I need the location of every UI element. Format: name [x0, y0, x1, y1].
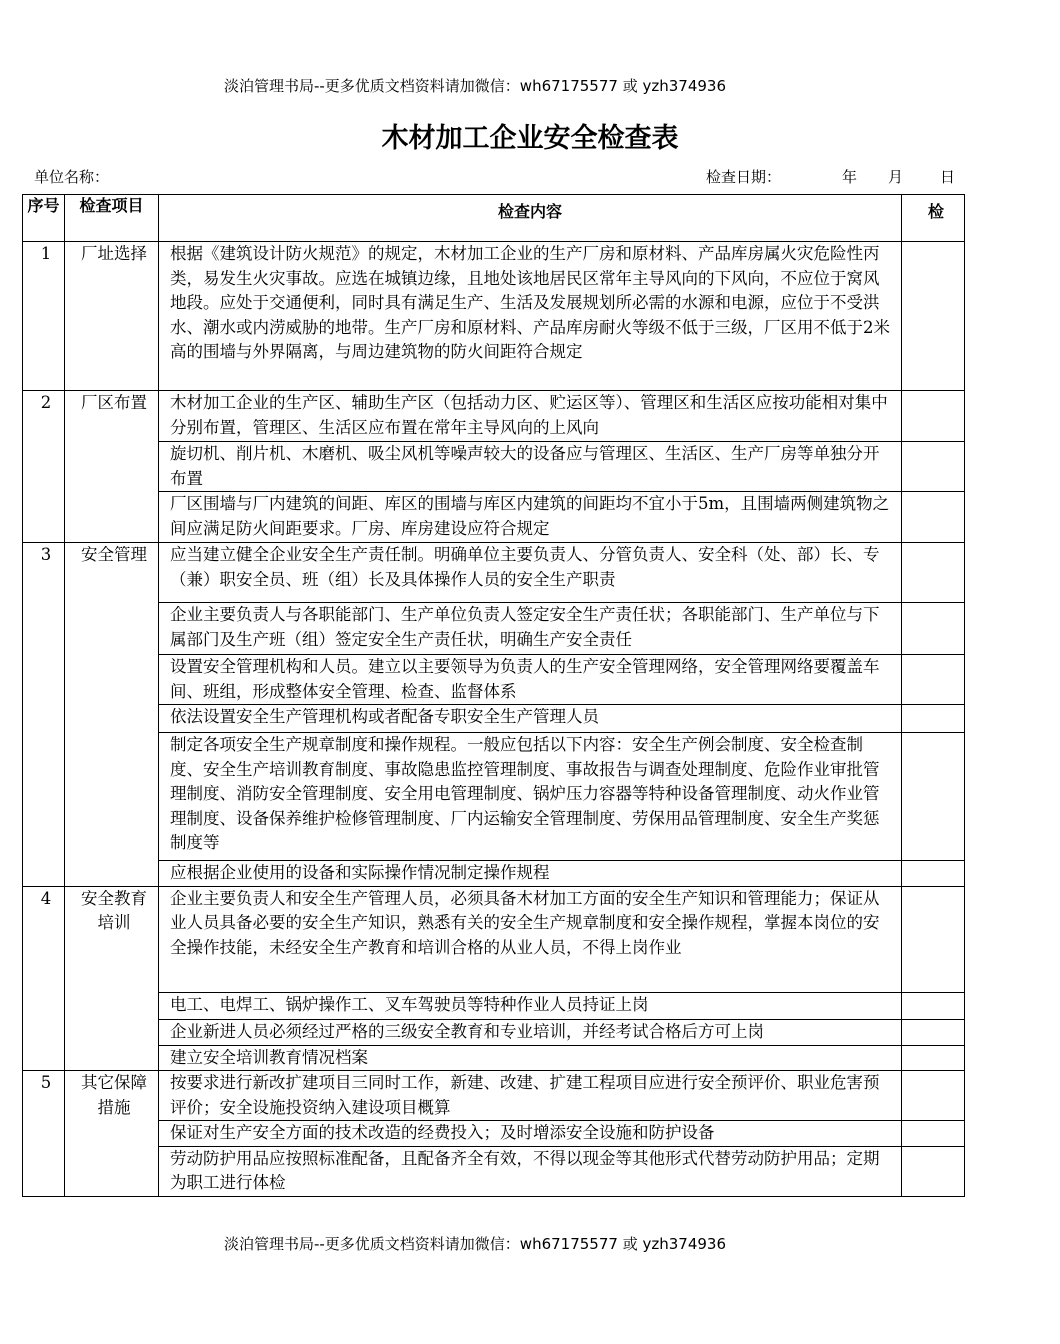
col-seq-header: 序号	[23, 195, 65, 242]
check-content: 按要求进行新改扩建项目三同时工作，新建、改建、扩建工程项目应进行安全预评价、职业危害预评价；安全设施投资纳入建设项目概算	[159, 1071, 902, 1121]
table-row	[23, 1019, 965, 1045]
section-item: 其它保障措施	[65, 1071, 159, 1197]
check-content: 应根据企业使用的设备和实际操作情况制定操作规程	[159, 861, 902, 887]
col-content-header: 检查内容	[159, 195, 902, 242]
check-content: 制定各项安全生产规章制度和操作规程。一般应包括以下内容：安全生产例会制度、安全检查制度、安全生产培训教育制度、事故隐患监控管理制度、事故报告与调查处理制度、危险作业审批管理制度、消防安全管理制度、安全用电管理制度、锅炉压力容器等特种设备管理制度、动火作业管理制度、设备保养维护检修管理制度、厂内运输安全管理制度、劳保用品管理制度、安全生产奖惩制度等	[159, 733, 902, 861]
col-item-header: 检查项目	[65, 195, 159, 242]
check-content: 电工、电焊工、锅炉操作工、叉车驾驶员等特种作业人员持证上岗	[159, 992, 902, 1019]
table-row	[23, 442, 965, 492]
table-row	[23, 492, 965, 543]
table-row	[23, 886, 965, 992]
inspection-table	[22, 194, 965, 1197]
check-content: 企业新进人员必须经过严格的三级安全教育和专业培训，并经考试合格后方可上岗	[159, 1019, 902, 1045]
check-content: 劳动防护用品应按照标准配备，且配备齐全有效，不得以现金等其他形式代替劳动防护用品；定期为职工进行体检	[159, 1146, 902, 1196]
section-seq: 2	[23, 391, 65, 543]
header-note: 淡泊管理书局--更多优质文档资料请加微信：wh67175577 或 yzh374936	[223, 77, 726, 95]
check-content: 依法设置安全生产管理机构或者配备专职安全生产管理人员	[159, 705, 902, 733]
check-content: 木材加工企业的生产区、辅助生产区（包括动力区、贮运区等）、管理区和生活区应按功能相对集中分别布置，管理区、生活区应布置在常年主导风向的上风向	[159, 391, 902, 442]
table-row	[23, 655, 965, 705]
unit-name-label: 单位名称：	[34, 168, 110, 186]
check-content: 应当建立健全企业安全生产责任制。明确单位主要负责人、分管负责人、安全科（处、部）长、专（兼）职安全员、班（组）长及具体操作人员的安全生产职责	[159, 543, 902, 603]
table-row	[23, 705, 965, 733]
page-title: 木材加工企业安全检查表	[381, 123, 679, 154]
table-row	[23, 992, 965, 1019]
check-result-cell[interactable]	[902, 492, 965, 543]
table-row	[23, 1146, 965, 1196]
check-content: 建立安全培训教育情况档案	[159, 1045, 902, 1071]
check-result-cell[interactable]	[902, 1146, 965, 1196]
date-year: 年	[842, 168, 858, 186]
footer-note: 淡泊管理书局--更多优质文档资料请加微信：wh67175577 或 yzh374936	[223, 1235, 726, 1253]
table-body	[23, 242, 965, 1197]
check-result-cell[interactable]	[902, 442, 965, 492]
check-content: 根据《建筑设计防火规范》的规定，木材加工企业的生产厂房和原材料、产品库房属火灾危险性丙类，易发生火灾事故。应选在城镇边缘，且地处该地居民区常年主导风向的下风向，不应位于窝风地段。应处于交通便利，同时具有满足生产、生活及发展规划所必需的水源和电源，应位于不受洪水、潮水或内涝威胁的地带。生产厂房和原材料、产品库房耐火等级不低于三级，厂区用不低于2米高的围墙与外界隔离，与周边建筑物的防火间距符合规定	[159, 242, 902, 391]
section-item: 安全管理	[65, 543, 159, 887]
table-row	[23, 242, 965, 391]
check-result-cell[interactable]	[902, 242, 965, 391]
check-result-cell[interactable]	[902, 1019, 965, 1045]
table-row	[23, 1045, 965, 1071]
check-result-cell[interactable]	[902, 733, 965, 861]
table-row	[23, 603, 965, 655]
table-row	[23, 391, 965, 442]
date-month: 月	[888, 168, 904, 186]
check-result-cell[interactable]	[902, 1071, 965, 1121]
table-row	[23, 1071, 965, 1121]
check-content: 旋切机、削片机、木磨机、吸尘风机等噪声较大的设备应与管理区、生活区、生产厂房等单独分开布置	[159, 442, 902, 492]
check-result-cell[interactable]	[902, 543, 965, 603]
check-result-cell[interactable]	[902, 861, 965, 887]
check-result-cell[interactable]	[902, 705, 965, 733]
check-result-cell[interactable]	[902, 886, 965, 992]
col-check-header: 检	[902, 195, 965, 242]
table-row	[23, 861, 965, 887]
check-content: 设置安全管理机构和人员。建立以主要领导为负责人的生产安全管理网络，安全管理网络要覆盖车间、班组，形成整体安全管理、检查、监督体系	[159, 655, 902, 705]
check-content: 企业主要负责人与各职能部门、生产单位负责人签定安全生产责任状；各职能部门、生产单位与下属部门及生产班（组）签定安全生产责任状，明确生产安全责任	[159, 603, 902, 655]
check-result-cell[interactable]	[902, 391, 965, 442]
table-row	[23, 1121, 965, 1147]
section-seq: 5	[23, 1071, 65, 1197]
table-header-row	[23, 195, 965, 242]
check-result-cell[interactable]	[902, 655, 965, 705]
section-seq: 3	[23, 543, 65, 887]
check-content: 企业主要负责人和安全生产管理人员，必须具备木材加工方面的安全生产知识和管理能力；保证从业人员具备必要的安全生产知识，熟悉有关的安全生产规章制度和安全操作规程，掌握本岗位的安全操作技能，未经安全生产教育和培训合格的从业人员，不得上岗作业	[159, 886, 902, 992]
check-result-cell[interactable]	[902, 1121, 965, 1147]
section-item: 厂区布置	[65, 391, 159, 543]
date-day: 日	[940, 168, 956, 186]
section-seq: 4	[23, 886, 65, 1071]
check-result-cell[interactable]	[902, 1045, 965, 1071]
table-row	[23, 543, 965, 603]
check-content: 保证对生产安全方面的技术改造的经费投入；及时增添安全设施和防护设备	[159, 1121, 902, 1147]
section-item: 厂址选择	[65, 242, 159, 391]
section-item: 安全教育培训	[65, 886, 159, 1071]
section-seq: 1	[23, 242, 65, 391]
check-result-cell[interactable]	[902, 992, 965, 1019]
check-result-cell[interactable]	[902, 603, 965, 655]
check-content: 厂区围墙与厂内建筑的间距、库区的围墙与库区内建筑的间距均不宜小于5m，且围墙两侧建筑物之间应满足防火间距要求。厂房、库房建设应符合规定	[159, 492, 902, 543]
check-date-label: 检查日期：	[706, 168, 782, 186]
table-row	[23, 733, 965, 861]
